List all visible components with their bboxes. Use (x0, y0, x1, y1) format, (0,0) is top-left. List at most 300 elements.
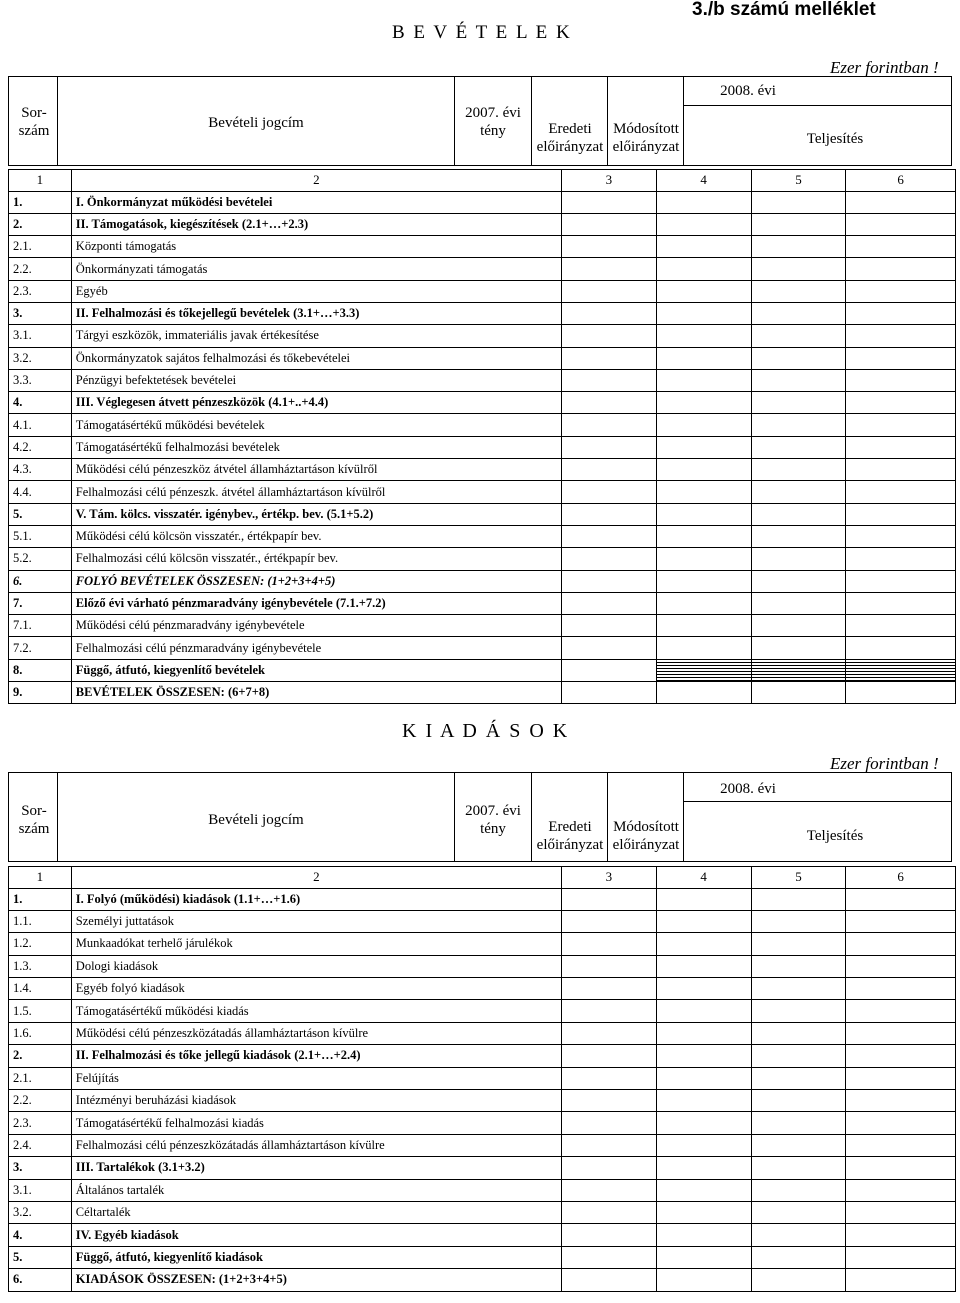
revenue-table (8, 169, 956, 704)
table-row (9, 459, 956, 481)
value-cell[interactable] (751, 592, 846, 614)
value-cell[interactable] (656, 659, 751, 681)
row-number: 5.2. (9, 548, 72, 570)
value-cell[interactable] (846, 1201, 956, 1223)
value-cell[interactable] (561, 191, 656, 213)
value-cell[interactable] (656, 910, 751, 932)
value-cell[interactable] (751, 302, 846, 324)
value-cell[interactable] (751, 1112, 846, 1134)
value-cell[interactable] (561, 659, 656, 681)
row-label: Felhalmozási célú kölcsön visszatér., értékpapír bev. (71, 548, 561, 570)
row-label: KIADÁSOK ÖSSZESEN: (1+2+3+4+5) (71, 1269, 561, 1291)
value-cell[interactable] (561, 503, 656, 525)
value-cell[interactable] (751, 325, 846, 347)
table-row (9, 1000, 956, 1022)
value-cell[interactable] (846, 1022, 956, 1044)
row-label: Egyéb folyó kiadások (71, 978, 561, 1000)
row-label: Munkaadókat terhelő járulékok (71, 933, 561, 955)
table-row (9, 414, 956, 436)
value-cell[interactable] (751, 236, 846, 258)
table-row (9, 436, 956, 458)
value-cell[interactable] (846, 525, 956, 547)
row-number: 7. (9, 592, 72, 614)
value-cell[interactable] (751, 525, 846, 547)
value-cell[interactable] (751, 459, 846, 481)
table-row (9, 615, 956, 637)
table-row (9, 392, 956, 414)
value-cell[interactable] (656, 1000, 751, 1022)
row-label: Támogatásértékű felhalmozási bevételek (71, 436, 561, 458)
value-cell[interactable] (751, 213, 846, 235)
value-cell[interactable] (656, 236, 751, 258)
value-cell[interactable] (846, 1112, 956, 1134)
expenditure-column-numbers-row (9, 867, 956, 889)
value-cell[interactable] (846, 325, 956, 347)
row-label: Függő, átfutó, kiegyenlítő bevételek (71, 659, 561, 681)
value-cell[interactable] (561, 369, 656, 391)
table-row (9, 1112, 956, 1134)
value-cell[interactable] (561, 1201, 656, 1223)
row-number: 7.1. (9, 615, 72, 637)
row-number: 3. (9, 302, 72, 324)
table-row (9, 933, 956, 955)
value-cell[interactable] (846, 191, 956, 213)
row-number: 3.2. (9, 1201, 72, 1223)
value-cell[interactable] (561, 347, 656, 369)
value-cell[interactable] (751, 1090, 846, 1112)
value-cell[interactable] (561, 525, 656, 547)
row-label: V. Tám. kölcs. visszatér. igénybev., értékp. bev. (5.1+5.2) (71, 503, 561, 525)
value-cell[interactable] (846, 548, 956, 570)
row-label: Egyéb (71, 280, 561, 302)
revenue-prev-year-header: 2007. évi tény (465, 105, 521, 139)
value-cell[interactable] (561, 1179, 656, 1201)
value-cell[interactable] (751, 570, 846, 592)
row-label: Támogatásértékű felhalmozási kiadás (71, 1112, 561, 1134)
value-cell[interactable] (751, 481, 846, 503)
value-cell[interactable] (751, 1134, 846, 1156)
value-cell[interactable] (656, 392, 751, 414)
row-number: 6. (9, 1269, 72, 1291)
value-cell[interactable] (846, 570, 956, 592)
value-cell[interactable] (561, 325, 656, 347)
value-cell[interactable] (846, 1157, 956, 1179)
row-number: 2.3. (9, 280, 72, 302)
row-number: 4.4. (9, 481, 72, 503)
value-cell[interactable] (751, 659, 846, 681)
value-cell[interactable] (561, 481, 656, 503)
value-cell[interactable] (751, 1067, 846, 1089)
row-number: 3.3. (9, 369, 72, 391)
value-cell[interactable] (846, 978, 956, 1000)
value-cell[interactable] (846, 280, 956, 302)
value-cell[interactable] (846, 459, 956, 481)
value-cell[interactable] (561, 637, 656, 659)
value-cell[interactable] (561, 592, 656, 614)
revenue-label-header: Bevételi jogcím (208, 115, 304, 131)
row-label: BEVÉTELEK ÖSSZESEN: (6+7+8) (71, 682, 561, 704)
column-number: 6 (846, 170, 956, 192)
value-cell[interactable] (561, 258, 656, 280)
value-cell[interactable] (846, 258, 956, 280)
table-row (9, 302, 956, 324)
row-label: Előző évi várható pénzmaradvány igénybevétele (7.1.+7.2) (71, 592, 561, 614)
value-cell[interactable] (656, 1201, 751, 1223)
value-cell[interactable] (561, 414, 656, 436)
value-cell[interactable] (846, 933, 956, 955)
table-row (9, 1090, 956, 1112)
table-row (9, 1045, 956, 1067)
value-cell[interactable] (656, 503, 751, 525)
row-label: Önkormányzatok sajátos felhalmozási és tőkebevételei (71, 347, 561, 369)
table-row (9, 481, 956, 503)
value-cell[interactable] (656, 1246, 751, 1268)
row-number: 1.3. (9, 955, 72, 977)
value-cell[interactable] (561, 1090, 656, 1112)
row-number: 2.2. (9, 258, 72, 280)
table-row (9, 525, 956, 547)
value-cell[interactable] (561, 615, 656, 637)
row-number: 1.4. (9, 978, 72, 1000)
row-label: Működési célú pénzeszközátadás államháztartáson kívülre (71, 1022, 561, 1044)
row-label: Tárgyi eszközök, immateriális javak értékesítése (71, 325, 561, 347)
value-cell[interactable] (846, 682, 956, 704)
row-label: Intézményi beruházási kiadások (71, 1090, 561, 1112)
value-cell[interactable] (846, 615, 956, 637)
row-label: Önkormányzati támogatás (71, 258, 561, 280)
value-cell[interactable] (656, 978, 751, 1000)
value-cell[interactable] (846, 481, 956, 503)
value-cell[interactable] (751, 682, 846, 704)
row-label: Dologi kiadások (71, 955, 561, 977)
value-cell[interactable] (846, 414, 956, 436)
value-cell[interactable] (656, 1067, 751, 1089)
row-label: Felújítás (71, 1067, 561, 1089)
row-number: 2.1. (9, 1067, 72, 1089)
value-cell[interactable] (846, 236, 956, 258)
value-cell[interactable] (561, 436, 656, 458)
row-label: Támogatásértékű működési kiadás (71, 1000, 561, 1022)
hatched-cell-pattern (752, 660, 846, 681)
value-cell[interactable] (846, 392, 956, 414)
row-label: Felhalmozási célú pénzeszk. átvétel államháztartáson kívülről (71, 481, 561, 503)
value-cell[interactable] (656, 548, 751, 570)
row-label: IV. Egyéb kiadások (71, 1224, 561, 1246)
row-number: 1. (9, 191, 72, 213)
table-row (9, 1067, 956, 1089)
table-row (9, 213, 956, 235)
value-cell[interactable] (561, 302, 656, 324)
column-number: 6 (846, 867, 956, 889)
row-number: 2.3. (9, 1112, 72, 1134)
expenditure-title: K I A D Á S O K (402, 720, 570, 742)
value-cell[interactable] (561, 1246, 656, 1268)
value-cell[interactable] (656, 191, 751, 213)
column-number: 1 (9, 170, 72, 192)
value-cell[interactable] (846, 1246, 956, 1268)
value-cell[interactable] (561, 1022, 656, 1044)
row-label: Felhalmozási célú pénzeszközátadás államháztartáson kívülre (71, 1134, 561, 1156)
table-row (9, 548, 956, 570)
value-cell[interactable] (561, 1067, 656, 1089)
revenue-num-header: Sor- szám (18, 105, 50, 139)
value-cell[interactable] (751, 955, 846, 977)
value-cell[interactable] (656, 414, 751, 436)
value-cell[interactable] (751, 258, 846, 280)
row-number: 2.2. (9, 1090, 72, 1112)
value-cell[interactable] (561, 910, 656, 932)
value-cell[interactable] (846, 436, 956, 458)
value-cell[interactable] (656, 615, 751, 637)
value-cell[interactable] (561, 978, 656, 1000)
value-cell[interactable] (656, 459, 751, 481)
revenue-original-header: Eredeti előirányzat (536, 121, 604, 155)
value-cell[interactable] (656, 1112, 751, 1134)
value-cell[interactable] (751, 191, 846, 213)
row-number: 3. (9, 1157, 72, 1179)
table-row (9, 1179, 956, 1201)
value-cell[interactable] (846, 369, 956, 391)
table-row (9, 280, 956, 302)
value-cell[interactable] (656, 682, 751, 704)
row-number: 1. (9, 888, 72, 910)
value-cell[interactable] (846, 1224, 956, 1246)
table-row (9, 592, 956, 614)
value-cell[interactable] (656, 955, 751, 977)
value-cell[interactable] (561, 570, 656, 592)
table-row (9, 1201, 956, 1223)
row-label: II. Felhalmozási és tőke jellegű kiadások (2.1+…+2.4) (71, 1045, 561, 1067)
value-cell[interactable] (751, 1246, 846, 1268)
value-cell[interactable] (656, 1134, 751, 1156)
value-cell[interactable] (751, 637, 846, 659)
row-label: I. Folyó (működési) kiadások (1.1+…+1.6) (71, 888, 561, 910)
value-cell[interactable] (846, 1045, 956, 1067)
table-row (9, 1224, 956, 1246)
value-cell[interactable] (561, 1269, 656, 1291)
table-row (9, 236, 956, 258)
table-row (9, 659, 956, 681)
value-cell[interactable] (846, 503, 956, 525)
expenditure-unit-label: Ezer forintban ! (830, 754, 939, 773)
value-cell[interactable] (751, 1022, 846, 1044)
row-number: 2.4. (9, 1134, 72, 1156)
value-cell[interactable] (846, 347, 956, 369)
value-cell[interactable] (656, 637, 751, 659)
value-cell[interactable] (561, 280, 656, 302)
table-row (9, 888, 956, 910)
row-label: II. Felhalmozási és tőkejellegű bevételek (3.1+…+3.3) (71, 302, 561, 324)
value-cell[interactable] (561, 888, 656, 910)
column-number: 1 (9, 867, 72, 889)
value-cell[interactable] (656, 213, 751, 235)
value-cell[interactable] (561, 459, 656, 481)
value-cell[interactable] (846, 1067, 956, 1089)
row-number: 3.1. (9, 325, 72, 347)
value-cell[interactable] (751, 1269, 846, 1291)
value-cell[interactable] (656, 325, 751, 347)
revenue-unit-label: Ezer forintban ! (830, 58, 939, 77)
table-row (9, 682, 956, 704)
hatched-cell-pattern (657, 660, 751, 681)
value-cell[interactable] (656, 525, 751, 547)
expenditure-prev-year-header: 2007. évi tény (465, 803, 521, 837)
value-cell[interactable] (561, 1224, 656, 1246)
value-cell[interactable] (846, 1000, 956, 1022)
row-label: I. Önkormányzat működési bevételei (71, 191, 561, 213)
value-cell[interactable] (561, 548, 656, 570)
row-label: Személyi juttatások (71, 910, 561, 932)
value-cell[interactable] (561, 1045, 656, 1067)
revenue-modified-header: Módosított előirányzat (612, 121, 680, 155)
revenue-column-numbers-row (9, 170, 956, 192)
value-cell[interactable] (751, 615, 846, 637)
value-cell[interactable] (846, 637, 956, 659)
value-cell[interactable] (656, 369, 751, 391)
value-cell[interactable] (656, 1022, 751, 1044)
value-cell[interactable] (751, 1179, 846, 1201)
value-cell[interactable] (656, 933, 751, 955)
row-number: 1.5. (9, 1000, 72, 1022)
value-cell[interactable] (751, 436, 846, 458)
row-number: 1.6. (9, 1022, 72, 1044)
expenditure-actual-header: Teljesítés (806, 828, 864, 844)
table-row (9, 1022, 956, 1044)
value-cell[interactable] (561, 213, 656, 235)
value-cell[interactable] (751, 347, 846, 369)
row-number: 3.2. (9, 347, 72, 369)
value-cell[interactable] (751, 1201, 846, 1223)
table-row (9, 1269, 956, 1291)
row-label: Felhalmozási célú pénzmaradvány igénybevétele (71, 637, 561, 659)
value-cell[interactable] (656, 570, 751, 592)
row-number: 1.1. (9, 910, 72, 932)
value-cell[interactable] (561, 1157, 656, 1179)
value-cell[interactable] (656, 1090, 751, 1112)
expenditure-table (8, 866, 956, 1292)
value-cell[interactable] (656, 436, 751, 458)
value-cell[interactable] (846, 659, 956, 681)
value-cell[interactable] (846, 213, 956, 235)
row-label: III. Véglegesen átvett pénzeszközök (4.1+..+4.4) (71, 392, 561, 414)
value-cell[interactable] (656, 1269, 751, 1291)
expenditure-year-header: 2008. évi (720, 781, 776, 797)
expenditure-modified-header: Módosított előirányzat (612, 819, 680, 853)
table-row (9, 1157, 956, 1179)
table-row (9, 325, 956, 347)
value-cell[interactable] (846, 888, 956, 910)
value-cell[interactable] (656, 1179, 751, 1201)
table-row (9, 570, 956, 592)
value-cell[interactable] (751, 978, 846, 1000)
value-cell[interactable] (656, 888, 751, 910)
value-cell[interactable] (751, 1157, 846, 1179)
expenditure-label-header: Bevételi jogcím (208, 812, 304, 828)
row-label: Működési célú pénzmaradvány igénybevétele (71, 615, 561, 637)
table-row (9, 347, 956, 369)
column-number: 3 (561, 867, 656, 889)
row-number: 9. (9, 682, 72, 704)
row-number: 4.2. (9, 436, 72, 458)
value-cell[interactable] (751, 910, 846, 932)
row-label: III. Tartalékok (3.1+3.2) (71, 1157, 561, 1179)
value-cell[interactable] (561, 682, 656, 704)
revenue-title: B E V É T E L E K (392, 22, 572, 43)
column-number: 5 (751, 867, 846, 889)
row-label: Támogatásértékű működési bevételek (71, 414, 561, 436)
row-number: 5. (9, 1246, 72, 1268)
value-cell[interactable] (561, 1134, 656, 1156)
expenditure-num-header: Sor- szám (18, 803, 50, 837)
value-cell[interactable] (656, 1045, 751, 1067)
row-number: 2.1. (9, 236, 72, 258)
value-cell[interactable] (751, 548, 846, 570)
value-cell[interactable] (656, 302, 751, 324)
value-cell[interactable] (846, 1134, 956, 1156)
value-cell[interactable] (751, 414, 846, 436)
row-label: Központi támogatás (71, 236, 561, 258)
row-number: 4. (9, 392, 72, 414)
row-number: 4.3. (9, 459, 72, 481)
value-cell[interactable] (656, 481, 751, 503)
value-cell[interactable] (656, 592, 751, 614)
value-cell[interactable] (656, 1157, 751, 1179)
value-cell[interactable] (846, 910, 956, 932)
annex-label: 3./b számú melléklet (692, 0, 876, 20)
value-cell[interactable] (751, 1224, 846, 1246)
table-row (9, 1134, 956, 1156)
value-cell[interactable] (751, 933, 846, 955)
column-number: 3 (561, 170, 656, 192)
table-row (9, 1246, 956, 1268)
value-cell[interactable] (751, 280, 846, 302)
value-cell[interactable] (656, 258, 751, 280)
value-cell[interactable] (751, 888, 846, 910)
value-cell[interactable] (561, 1112, 656, 1134)
value-cell[interactable] (846, 1179, 956, 1201)
value-cell[interactable] (561, 955, 656, 977)
value-cell[interactable] (751, 392, 846, 414)
row-label: Általános tartalék (71, 1179, 561, 1201)
value-cell[interactable] (561, 933, 656, 955)
value-cell[interactable] (561, 236, 656, 258)
column-number: 2 (71, 867, 561, 889)
value-cell[interactable] (846, 302, 956, 324)
table-row (9, 978, 956, 1000)
value-cell[interactable] (656, 347, 751, 369)
value-cell[interactable] (561, 1000, 656, 1022)
value-cell[interactable] (751, 503, 846, 525)
value-cell[interactable] (846, 1269, 956, 1291)
value-cell[interactable] (751, 1000, 846, 1022)
row-label: II. Támogatások, kiegészítések (2.1+…+2.3) (71, 213, 561, 235)
value-cell[interactable] (656, 280, 751, 302)
row-number: 1.2. (9, 933, 72, 955)
table-row (9, 637, 956, 659)
row-number: 4.1. (9, 414, 72, 436)
value-cell[interactable] (751, 1045, 846, 1067)
value-cell[interactable] (846, 955, 956, 977)
value-cell[interactable] (561, 392, 656, 414)
table-row (9, 503, 956, 525)
row-label: Pénzügyi befektetések bevételei (71, 369, 561, 391)
value-cell[interactable] (751, 369, 846, 391)
row-number: 6. (9, 570, 72, 592)
value-cell[interactable] (846, 592, 956, 614)
value-cell[interactable] (846, 1090, 956, 1112)
table-row (9, 369, 956, 391)
value-cell[interactable] (656, 1224, 751, 1246)
